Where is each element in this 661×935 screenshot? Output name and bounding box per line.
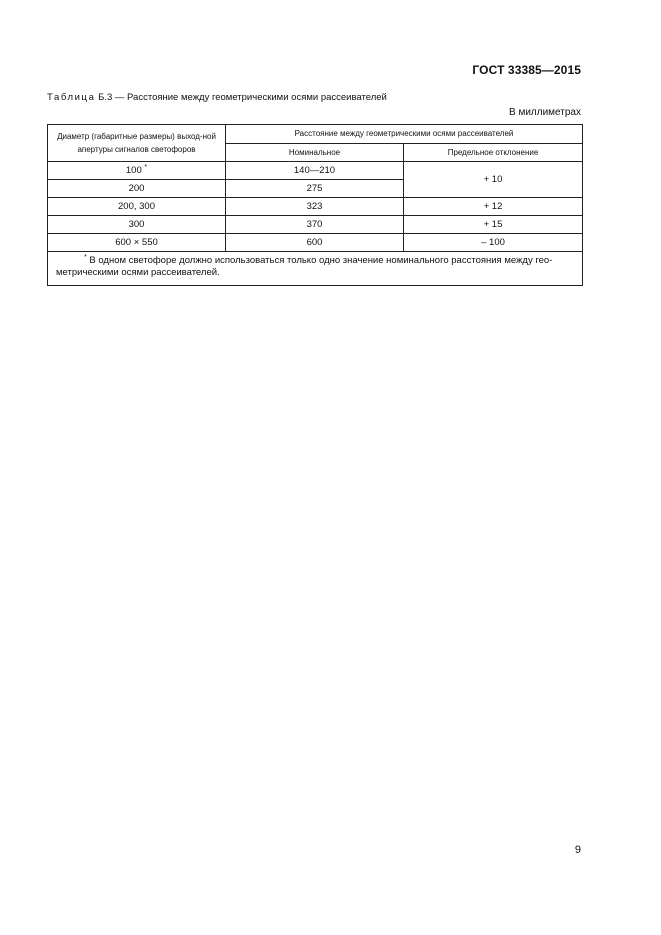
header-diameter: Диаметр (габаритные размеры) выход-ной апертуры сигналов светофоров [48,125,226,162]
page-number: 9 [574,844,581,856]
cell-diameter: 200 [48,180,226,198]
cell-diameter: 200, 300 [48,198,226,216]
cell-deviation: + 15 [404,216,583,234]
cell-deviation: – 100 [404,234,583,252]
cell-nominal: 323 [226,198,404,216]
cell-diameter [48,162,226,180]
caption-prefix: Таблица [47,92,96,103]
cell-diameter: 600 × 550 [48,234,226,252]
table-caption [47,92,387,103]
footnote-text: В одном светофоре должно использоваться только одно значение номинального расстояния между гео-метрическими осями рассеивателей. [56,255,553,278]
footnote-mark: * [84,254,87,261]
cell-deviation-merged: + 10 [404,162,583,198]
document-code: ГОСТ 33385—2015 [472,63,581,77]
header-deviation: Предельное отклонение [404,144,583,162]
table-row [48,216,583,234]
table-footnote [48,252,583,286]
table-row [48,234,583,252]
cell-deviation: + 12 [404,198,583,216]
distance-table [47,124,583,286]
header-distance-group: Расстояние между геометрическими осями рассеивателей [226,125,583,144]
diameter-value: 100 [125,164,142,176]
cell-nominal: 370 [226,216,404,234]
cell-diameter: 300 [48,216,226,234]
cell-nominal: 275 [226,180,404,198]
caption-text: Б.3 — Расстояние между геометрическими осями рассеивателей [98,92,387,103]
units-note: В миллиметрах [509,107,581,118]
cell-nominal: 140—210 [226,162,404,180]
table-row [48,162,583,180]
cell-nominal: 600 [226,234,404,252]
header-nominal: Номинальное [226,144,404,162]
footnote-marker: * [144,163,148,171]
table-row [48,198,583,216]
